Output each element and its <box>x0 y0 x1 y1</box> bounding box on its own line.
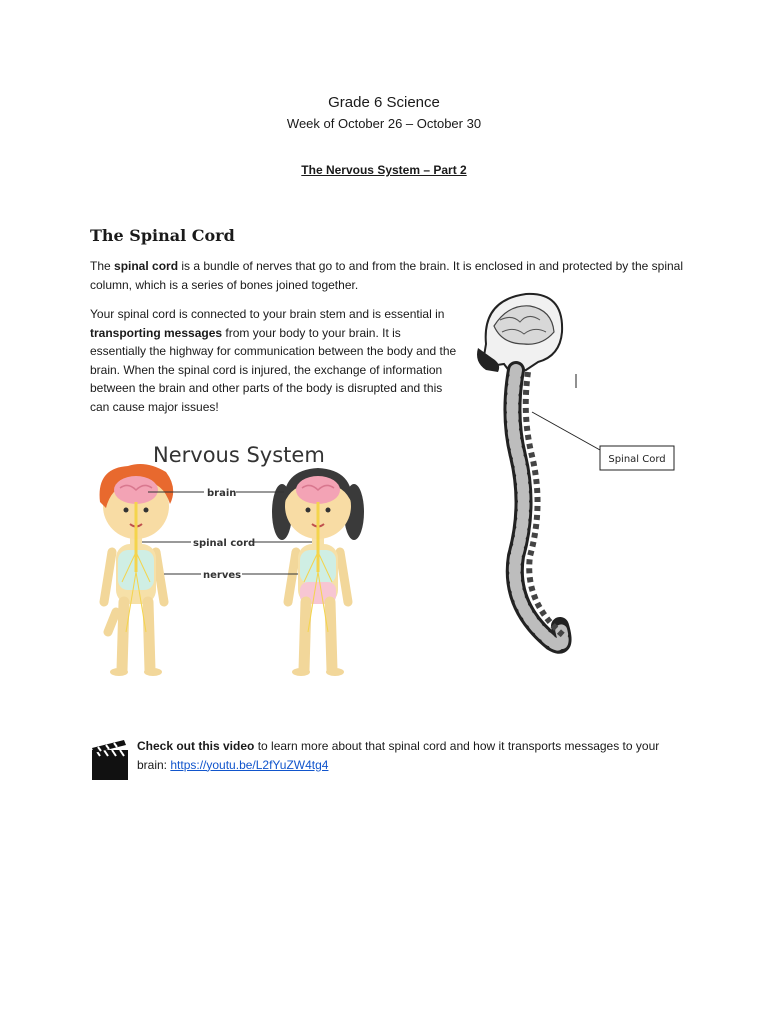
document-subtitle <box>0 163 768 177</box>
p1-text-a: The <box>90 259 115 273</box>
clapperboard-icon <box>90 738 130 782</box>
subtitle-text: The Nervous System – Part 2 <box>301 163 467 177</box>
section-heading: The Spinal Cord <box>90 226 235 245</box>
document-week: Week of October 26 – October 30 <box>286 116 482 131</box>
video-callout <box>137 737 677 774</box>
video-lead: Check out this video <box>137 739 255 753</box>
document-title: Grade 6 Science <box>328 94 440 111</box>
nervous-system-illustration <box>86 432 386 682</box>
skull-drawing <box>477 294 562 372</box>
vertebral-column-drawing <box>512 370 564 645</box>
p2-bold-term: transporting messages <box>90 325 223 340</box>
spinal-cord-leader-line <box>532 412 600 450</box>
video-link[interactable]: https://youtu.be/L2fYuZW4tg4 <box>170 757 329 772</box>
label-brain: brain <box>207 488 237 499</box>
p2-text-a: Your spinal cord is connected to your brain stem and is essential in <box>90 307 445 321</box>
label-nerves: nerves <box>203 570 242 581</box>
spinal-column-illustration <box>468 286 683 656</box>
girl-figure <box>272 468 364 676</box>
p1-text-c: is a bundle of nerves that go to and from the brain. It is enclosed in and protected by the spinal column, which is a series of bones joined together. <box>90 259 684 292</box>
figure-title: Nervous System <box>153 443 325 467</box>
paragraph-spinal-cord-function <box>90 305 460 416</box>
p2-text-c: from your body to your brain. It is essentially the highway for communication between the body and the brain. When the spinal cord is injured, the exchange of information between the brain and other parts of the body is disrupted and this can cause major issues! <box>90 325 457 414</box>
video-text: to learn more about that spinal cord and how it transports messages to your brain: <box>137 739 660 772</box>
spinal-cord-label: Spinal Cord <box>608 454 666 465</box>
label-spinal-cord: spinal cord <box>193 538 256 549</box>
p1-bold-term: spinal cord <box>114 259 179 273</box>
boy-figure <box>100 464 174 676</box>
